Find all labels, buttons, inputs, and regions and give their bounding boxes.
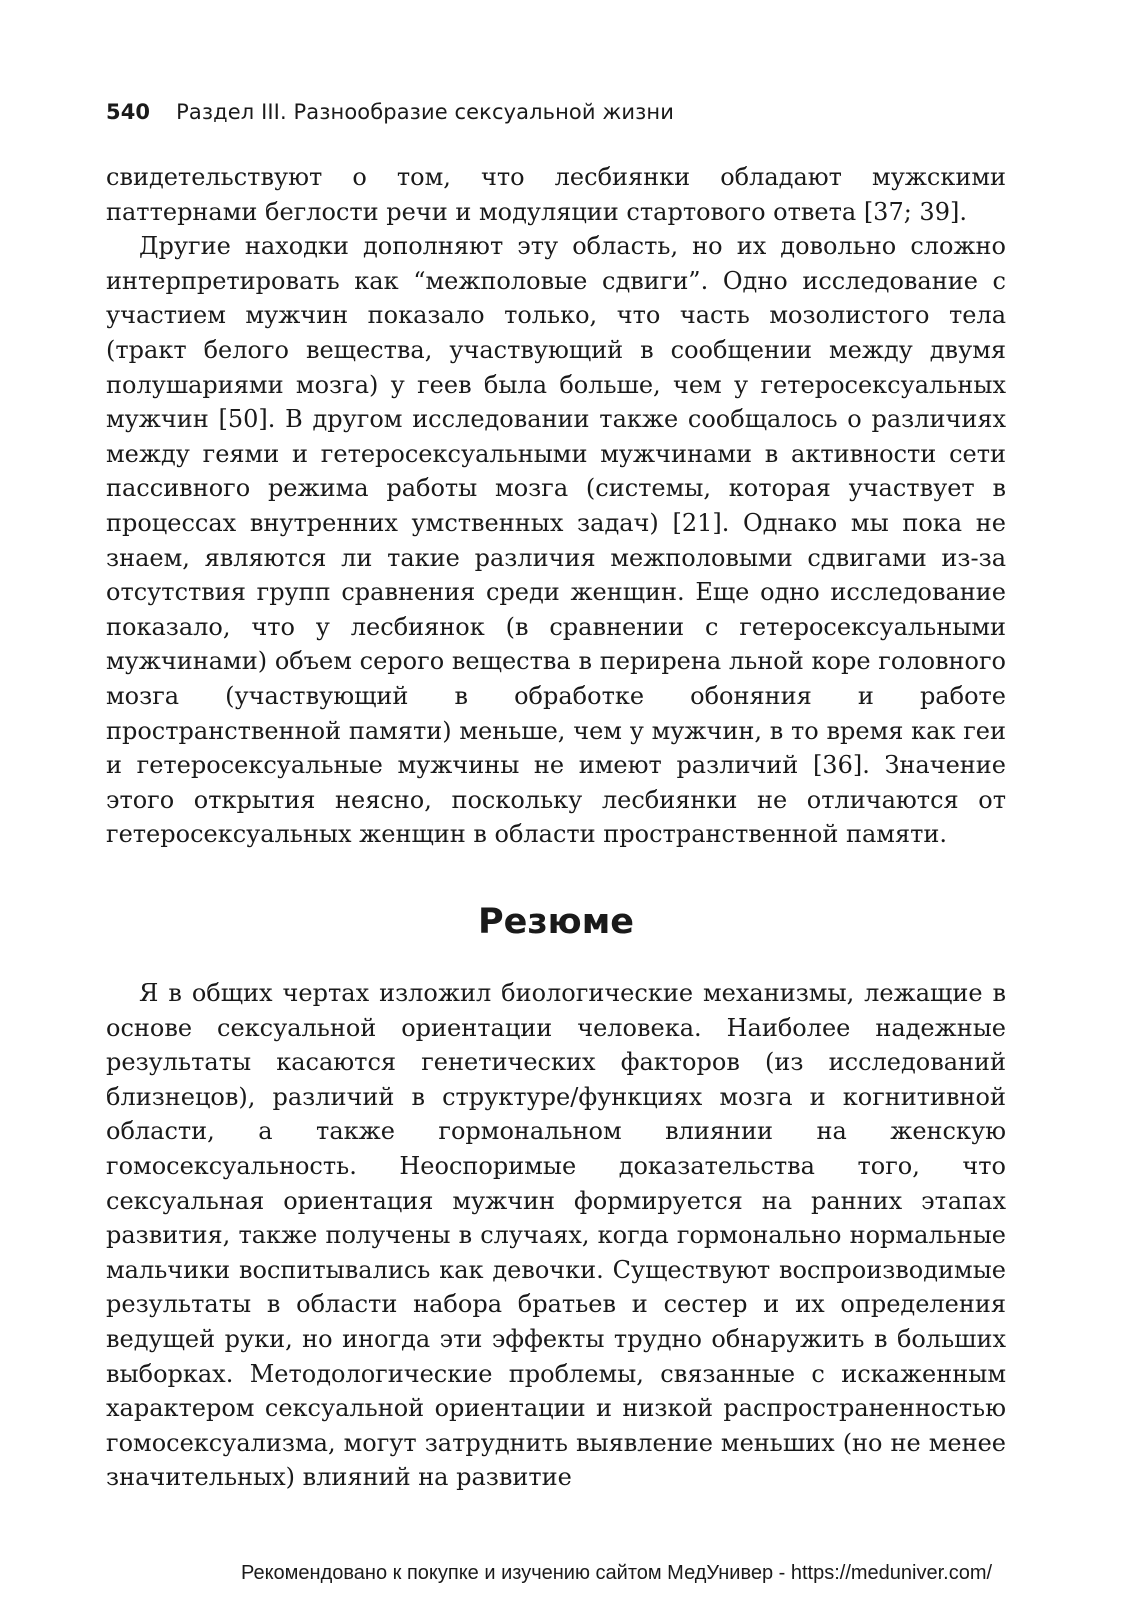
main-text	[106, 160, 1006, 852]
paragraph-continued: свидетельствуют о том, что лесбиянки обладают мужскими паттернами беглости речи и модуляции стартового ответа [37; 39].	[106, 163, 1006, 226]
summary-text	[106, 976, 1006, 1495]
section-title: Раздел III. Разнообразие сексуальной жизни	[176, 100, 674, 124]
page-number: 540	[106, 100, 151, 124]
summary-paragraph: Я в общих чертах изложил биологические механизмы, лежащие в основе сексуальной ориентации человека. Наиболее надежные результаты касаются генетических факторов (из исследований близнецов), различий в структуре/функциях мозга и когнитивной области, а также гормональном влиянии на женскую гомосексуальность. Неоспоримые доказательства того, что сексуальная ориентация мужчин формируется на ранних этапах развития, также получены в случаях, когда гормонально нормальные мальчики воспитывались как девочки. Существуют воспроизводимые результаты в области набора братьев и сестер и их определения ведущей руки, но иногда эти эффекты трудно обнаружить в больших выборках. Методологические проблемы, связанные с искаженным характером сексуальной ориентации и низкой распространенностью гомосексуализма, могут затруднить выявление меньших (но не менее значительных) влияний на развитие	[106, 979, 1006, 1492]
paragraph: Другие находки дополняют эту область, но их довольно сложно интерпретировать как “межполовые сдвиги”. Одно исследование с участием мужчин показало только, что часть мозолистого тела (тракт белого вещества, участвующий в сообщении между двумя полушариями мозга) у геев была больше, чем у гетеросексуальных мужчин [50]. В другом исследовании также сообщалось о различиях между геями и гетеросексуальными мужчинами в активности сети пассивного режима работы мозга (системы, которая участвует в процессах внутренних умственных задач) [21]. Однако мы пока не знаем, являются ли такие различия межполовыми сдвигами из-за отсутствия групп сравнения среди женщин. Еще одно исследование показало, что у лесбиянок (в сравнении с гетеросексуальными мужчинами) объем серого вещества в перирена льной коре головного мозга (участвующий в обработке обоняния и работе пространственной памяти) меньше, чем у мужчин, в то время как геи и гетеросексуальные мужчины не имеют различий [36]. Значение этого открытия неясно, поскольку лесбиянки не отличаются от гетеросексуальных женщин в области пространственной памяти.	[106, 232, 1006, 849]
running-header	[106, 100, 674, 124]
section-heading: Резюме	[477, 902, 635, 942]
footer-watermark: Рекомендовано к покупке и изучению сайтом МедУнивер - https://meduniver.com/	[241, 1562, 993, 1584]
